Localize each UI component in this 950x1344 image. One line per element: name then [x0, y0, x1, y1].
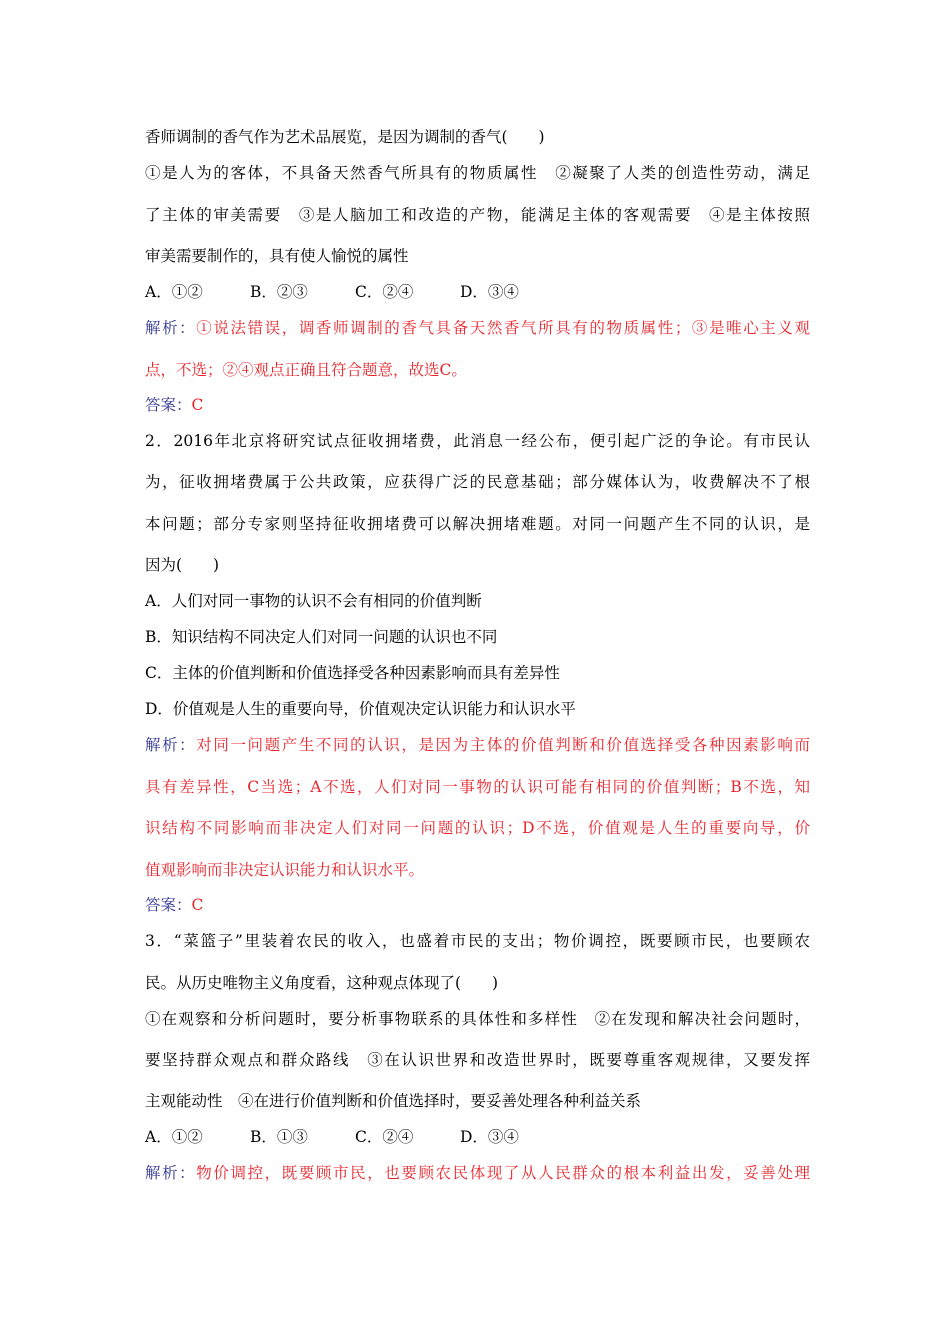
- q2-option-a: A．人们对同一事物的认识不会有相同的价值判断: [145, 592, 482, 610]
- q1-body-line: 了主体的审美需要 ③是人脑加工和改造的产物，能满足主体的客观需要 ④是主体按照: [145, 206, 810, 224]
- q1-option-d: D．③④: [460, 283, 519, 301]
- q1-option-b: B．②③: [250, 283, 308, 301]
- analysis-text: ①说法错误，调香师调制的香气具备天然香气所具有的物质属性；③是唯心主义观: [196, 319, 810, 337]
- q1-options: [145, 282, 810, 302]
- analysis-label: 解析：: [145, 319, 197, 337]
- answer-value: C: [191, 896, 204, 914]
- q2-analysis-line: 识结构不同影响而非决定人们对同一问题的认识；D不选，价值观是人生的重要向导，价: [145, 819, 810, 837]
- q1-stem: 香师调制的香气作为艺术品展览，是因为调制的香气( ): [145, 128, 545, 146]
- analysis-text: 物价调控，既要顾市民，也要顾农民体现了从人民群众的根本利益出发，妥善处理: [196, 1164, 810, 1182]
- q3-stem-line: 民。从历史唯物主义角度看，这种观点体现了( ): [145, 974, 499, 992]
- q2-option-c: C．主体的价值判断和价值选择受各种因素影响而具有差异性: [145, 664, 560, 682]
- q3-body-line: 主观能动性 ④在进行价值判断和价值选择时，要妥善处理各种利益关系: [145, 1092, 642, 1110]
- q2-analysis-line: 值观影响而非决定认识能力和认识水平。: [145, 861, 425, 879]
- q3-option-d: D．③④: [460, 1128, 519, 1146]
- q2-stem-line: 因为( ): [145, 556, 220, 574]
- q3-options: [145, 1127, 810, 1147]
- q1-analysis-line: [145, 318, 810, 338]
- q2-option-d: D．价值观是人生的重要向导，价值观决定认识能力和认识水平: [145, 700, 576, 718]
- q3-option-c: C．②④: [355, 1128, 414, 1146]
- q1-analysis-line: 点，不选；②④观点正确且符合题意，故选C。: [145, 361, 467, 379]
- q1-answer: [145, 395, 810, 415]
- q2-stem-line: 本问题；部分专家则坚持征收拥堵费可以解决拥堵难题。对同一问题产生不同的认识，是: [145, 515, 810, 533]
- analysis-label: 解析：: [145, 736, 197, 754]
- q3-option-a: A．①②: [145, 1128, 203, 1146]
- q3-body-line: ①在观察和分析问题时，要分析事物联系的具体性和多样性 ②在发现和解决社会问题时，: [145, 1010, 810, 1028]
- q2-stem-line: 2．2016年北京将研究试点征收拥堵费，此消息一经公布，便引起广泛的争论。有市民认: [145, 432, 810, 450]
- q3-stem-line: 3．“菜篮子”里装着农民的收入，也盛着市民的支出；物价调控，既要顾市民，也要顾农: [145, 932, 810, 950]
- answer-label: 答案：: [145, 896, 192, 914]
- q2-option-b: B．知识结构不同决定人们对同一问题的认识也不同: [145, 628, 498, 646]
- q1-option-c: C．②④: [355, 283, 414, 301]
- q1-body-line: ①是人为的客体，不具备天然香气所具有的物质属性 ②凝聚了人类的创造性劳动，满足: [145, 164, 810, 182]
- q1-option-a: A．①②: [145, 283, 203, 301]
- q3-option-b: B．①③: [250, 1128, 308, 1146]
- q2-analysis-line: 具有差异性，C当选；A不选，人们对同一事物的认识可能有相同的价值判断；B不选，知: [145, 778, 810, 796]
- q3-body-line: 要坚持群众观点和群众路线 ③在认识世界和改造世界时，既要尊重客观规律，又要发挥: [145, 1051, 810, 1069]
- q2-analysis-line: [145, 735, 810, 755]
- q1-body-line: 审美需要制作的，具有使人愉悦的属性: [145, 247, 409, 265]
- q2-answer: [145, 895, 810, 915]
- answer-value: C: [191, 396, 204, 414]
- answer-label: 答案：: [145, 396, 192, 414]
- analysis-label: 解析：: [145, 1164, 197, 1182]
- q3-analysis-line: [145, 1163, 810, 1183]
- analysis-text: 对同一问题产生不同的认识，是因为主体的价值判断和价值选择受各种因素影响而: [196, 736, 810, 754]
- q2-stem-line: 为，征收拥堵费属于公共政策，应获得广泛的民意基础；部分媒体认为，收费解决不了根: [145, 473, 810, 491]
